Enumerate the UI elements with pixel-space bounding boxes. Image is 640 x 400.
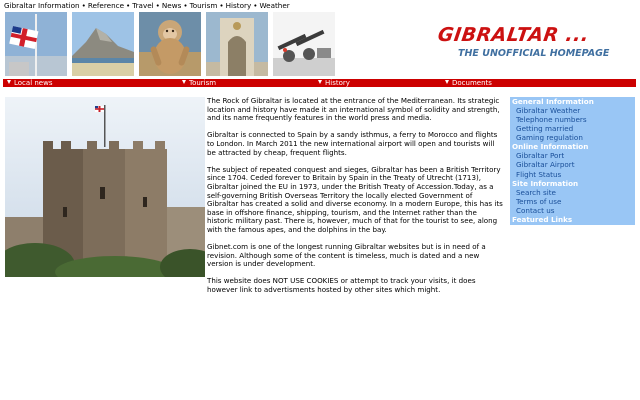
photo-cannons (273, 12, 335, 76)
topnav-separator: • (253, 1, 258, 10)
triangle-down-icon (445, 80, 449, 84)
cookies-paragraph: This website does NOT USE COOKIES or attempt to track your visits, it does however link to advertisments hosted by other sites which might. (207, 276, 476, 295)
logo-subtitle: THE UNOFFICIAL HOMEPAGE (458, 48, 610, 59)
menu-tourism[interactable] (180, 79, 216, 87)
topnav-reference[interactable]: Reference (87, 1, 125, 10)
photo-moorish-castle (5, 97, 205, 277)
photo-barbary-ape (139, 12, 201, 76)
topnav-separator: • (183, 1, 188, 10)
sidebar-heading-site-information: Site Information (512, 178, 579, 188)
topnav-separator: • (219, 1, 224, 10)
photo-union-flag (5, 12, 67, 76)
sidebar-link-search-site[interactable]: Search site (516, 187, 556, 197)
history-paragraph: The subject of repeated conquest and sieges, Gibraltar has been a British Territory since 1704. Ceded forever to Britain by Spain in the Treaty of Utrecht (1713), Gibraltar joined the EU in 1973, under the British Treaty of Accession.Today, as a self-governing British Overseas Territory the locally elected Government of Gibraltar has created a solid and diverse economy. In a modern Europe, this has its base in offshore finance, shipping, tourism, and the Internet rather than the historic military past. There is, however, much of that for the tourist to see, along with the famous apes, and the dolphins in the bay. (207, 164, 503, 234)
photo-monument (206, 12, 268, 76)
topnav-gibraltar-information[interactable]: Gibraltar Information (4, 1, 80, 10)
sidebar-heading-general-information: General Information (512, 97, 594, 106)
sidebar-link-flight-status[interactable]: Flight Status (516, 169, 562, 179)
sidebar-link-contact-us[interactable]: Contact us (516, 205, 555, 215)
sidebar-link-telephone-numbers[interactable]: Telephone numbers (516, 115, 587, 125)
menu-tourism-label: Tourism (189, 79, 217, 87)
menu-local-news-label: Local news (14, 79, 53, 87)
sidebar-heading-online-information: Online Information (512, 142, 589, 152)
menu-documents[interactable] (443, 79, 492, 87)
triangle-down-icon (7, 80, 11, 84)
site-logo[interactable] (438, 24, 608, 64)
topnav-weather[interactable]: Weather (259, 1, 290, 10)
sidebar-link-getting-married[interactable]: Getting married (516, 124, 574, 134)
sidebar-link-gibraltar-airport[interactable]: Gibraltar Airport (516, 160, 575, 170)
triangle-down-icon (318, 80, 322, 84)
topnav-news[interactable]: News (161, 1, 182, 10)
menu-documents-label: Documents (452, 79, 492, 87)
topnav-travel[interactable]: Travel (132, 1, 154, 10)
topnav-history[interactable]: History (225, 1, 252, 10)
intro-paragraph: The Rock of Gibraltar is located at the entrance of the Mediterranean. Its strategic location and history have made it an international symbol of solidity and strength, and its name frequently features in the world press and media. (207, 96, 500, 123)
logo-title: GIBRALTAR ... (436, 24, 591, 46)
top-navigation (4, 1, 290, 11)
menu-history[interactable] (316, 79, 350, 87)
topnav-tourism[interactable]: Tourism (189, 1, 218, 10)
menu-local-news[interactable] (5, 79, 52, 87)
sidebar-link-gibraltar-port[interactable]: Gibraltar Port (516, 151, 565, 161)
topnav-separator: • (126, 1, 131, 10)
main-content (207, 97, 503, 303)
triangle-down-icon (182, 80, 186, 84)
sidebar-link-gaming-regulation[interactable]: Gaming regulation (516, 133, 583, 143)
sidebar-link-terms-of-use[interactable]: Terms of use (516, 196, 562, 206)
menu-history-label: History (325, 79, 350, 87)
site-paragraph: Gibnet.com is one of the longest running Gibraltar websites but is in need of a revision. Although some of the content is timeless, much is dated and a new version is under development. (207, 242, 486, 269)
topnav-separator: • (81, 1, 86, 10)
sidebar-link-gibraltar-weather[interactable]: Gibraltar Weather (516, 106, 581, 115)
photo-rock-of-gibraltar (72, 12, 134, 76)
main-menu-bar (3, 79, 636, 87)
sidebar (510, 97, 635, 225)
sidebar-heading-featured-links: Featured Links (512, 214, 573, 224)
topnav-separator: • (155, 1, 160, 10)
transport-paragraph: Gibraltar is connected to Spain by a sandy isthmus, a ferry to Morocco and flights to London. In March 2011 the new international airport will open and tourists will be attracted by cheap, frequent flights. (207, 130, 498, 157)
